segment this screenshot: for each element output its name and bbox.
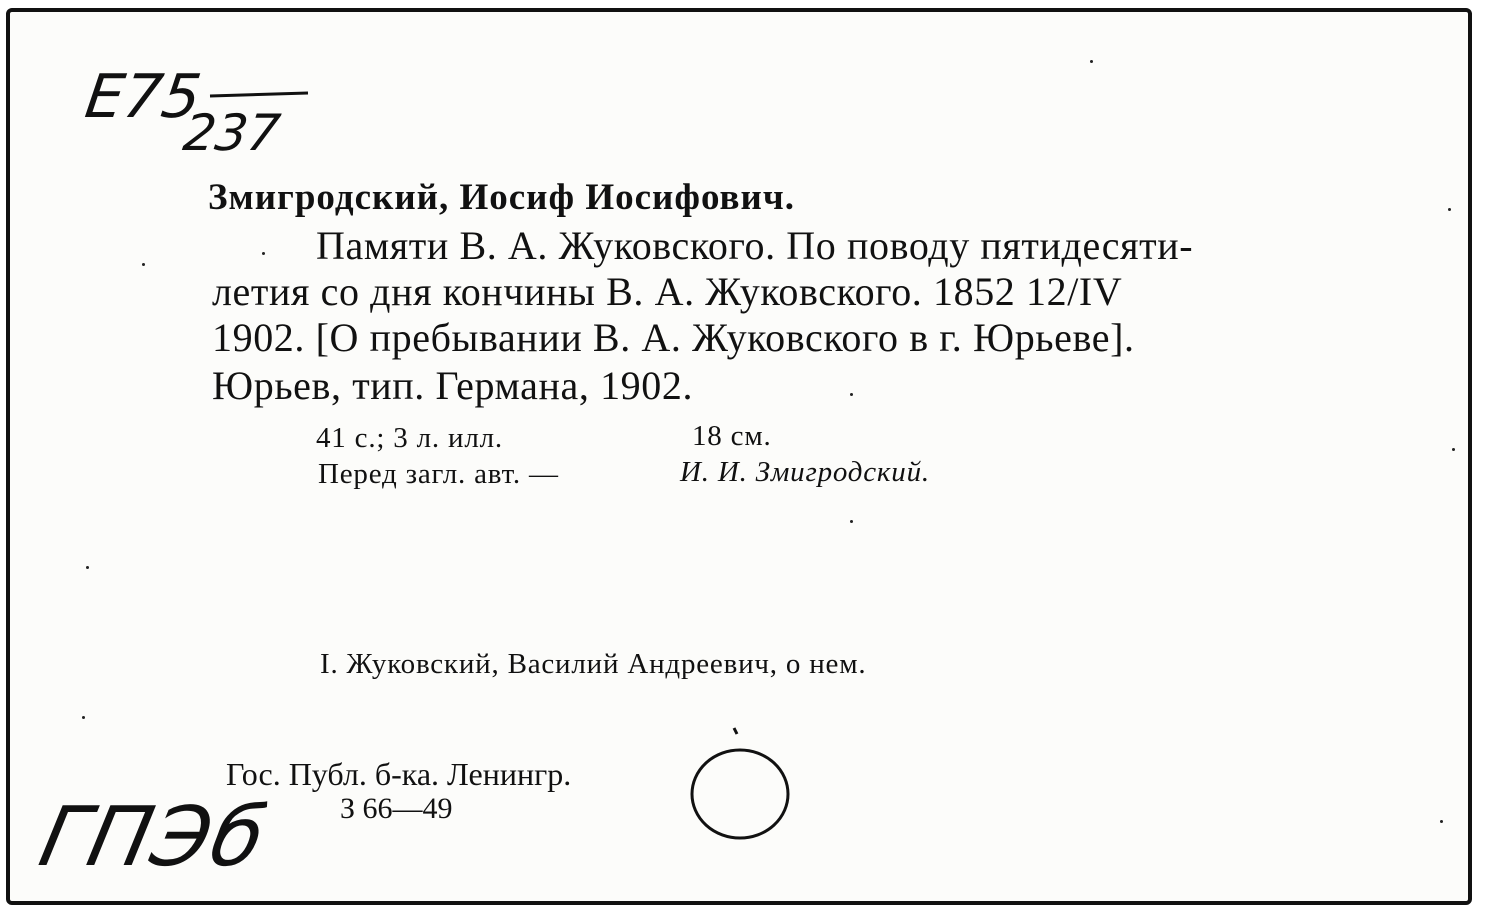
speck (142, 263, 145, 266)
title-line-2: летия со дня кончины В. А. Жуковского. 1852 12/IV (212, 269, 1123, 314)
speck (1090, 60, 1093, 63)
shelfmark-bottom: 237 (179, 104, 284, 162)
speck (262, 252, 265, 255)
title-line-1: Памяти В. А. Жуковского. По поводу пятидесяти- (316, 223, 1194, 268)
shelfmark-top: E75 (81, 62, 206, 132)
extent: 41 с.; 3 л. илл. (316, 422, 503, 454)
speck (86, 566, 89, 569)
speck (1452, 448, 1455, 451)
speck (850, 393, 853, 396)
speck (1440, 820, 1443, 823)
library-name: Гос. Публ. б-ка. Ленингр. (226, 756, 572, 792)
punch-hole-circle (684, 726, 800, 842)
author-heading: Змигродский, Иосиф Иосифович. (208, 177, 795, 218)
shelfmark-fraction-line (208, 90, 312, 102)
speck (1448, 208, 1451, 211)
title-line-4: Юрьев, тип. Германа, 1902. (212, 363, 694, 408)
speck (82, 716, 85, 719)
subject-heading: I. Жуковский, Василий Андреевич, о нем. (320, 648, 867, 680)
record-number: З 66—49 (340, 792, 453, 825)
note-author: И. И. Змигродский. (680, 456, 930, 488)
title-line-3: 1902. [О пребывании В. А. Жуковского в г. Юрьеве]. (212, 315, 1135, 360)
bottom-handwritten-mark: ГПЭб (31, 790, 276, 885)
size: 18 см. (692, 420, 772, 452)
speck (850, 520, 853, 523)
note-prefix: Перед загл. авт. — (318, 458, 559, 490)
